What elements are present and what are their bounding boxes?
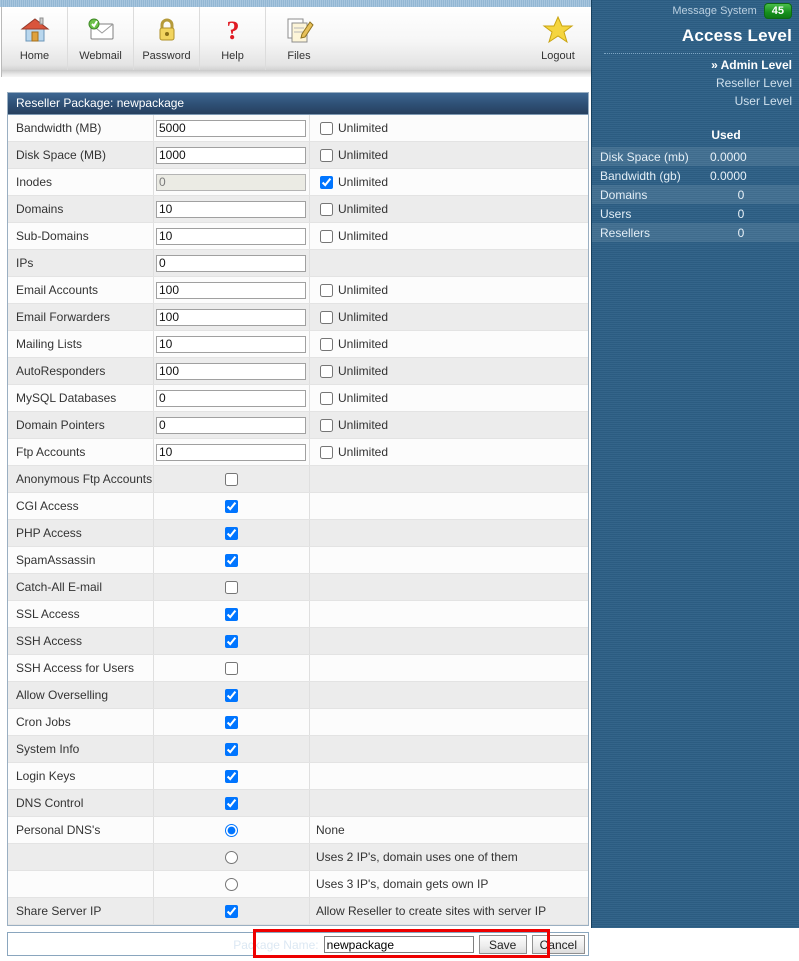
row-toggle-cell	[154, 844, 310, 870]
stat-name: Bandwidth (gb)	[600, 168, 681, 183]
access-level-link[interactable]: User Level	[734, 94, 792, 108]
message-system-row[interactable]	[592, 0, 799, 22]
toolbar-item-label: Webmail	[79, 50, 122, 62]
value-input[interactable]	[156, 309, 306, 326]
table-row	[8, 331, 588, 358]
option-radio[interactable]	[225, 878, 238, 891]
row-value-cell	[154, 385, 310, 411]
unlimited-checkbox[interactable]	[320, 392, 333, 405]
option-checkbox[interactable]	[225, 581, 238, 594]
home-icon	[20, 14, 50, 46]
row-extra	[310, 358, 588, 384]
row-extra: Uses 3 IP's, domain gets own IP	[316, 877, 489, 891]
row-label: IPs	[8, 250, 154, 276]
unlimited-checkbox[interactable]	[320, 176, 333, 189]
row-toggle-cell	[154, 493, 310, 519]
row-label: Allow Overselling	[8, 682, 154, 708]
value-input[interactable]	[156, 201, 306, 218]
table-row	[8, 574, 588, 601]
row-label: Email Forwarders	[8, 304, 154, 330]
row-toggle-cell	[154, 817, 310, 843]
row-extra	[310, 169, 588, 195]
row-label: CGI Access	[8, 493, 154, 519]
option-radio[interactable]	[225, 824, 238, 837]
unlimited-checkbox[interactable]	[320, 284, 333, 297]
value-input[interactable]	[156, 120, 306, 137]
toolbar-item-label: Files	[287, 50, 311, 62]
row-label: Sub-Domains	[8, 223, 154, 249]
row-extra	[310, 790, 588, 816]
row-label: DNS Control	[8, 790, 154, 816]
svg-text:?: ?	[226, 16, 239, 44]
stat-value: 0	[737, 225, 745, 240]
row-value-cell	[154, 304, 310, 330]
row-label: Ftp Accounts	[8, 439, 154, 465]
unlimited-label: Unlimited	[338, 445, 389, 459]
option-checkbox[interactable]	[225, 743, 238, 756]
row-value-cell	[154, 115, 310, 141]
option-checkbox[interactable]	[225, 608, 238, 621]
content-gap	[0, 77, 591, 92]
toolbar-item-help[interactable]	[200, 7, 266, 70]
row-label: SSH Access for Users	[8, 655, 154, 681]
value-input[interactable]	[156, 282, 306, 299]
row-toggle-cell	[154, 601, 310, 627]
table-row	[8, 196, 588, 223]
row-extra	[310, 439, 588, 465]
row-value-cell	[154, 412, 310, 438]
toolbar-item-webmail[interactable]	[68, 7, 134, 70]
row-extra	[310, 628, 588, 654]
row-label: Personal DNS's	[8, 817, 154, 843]
stat-value: 0	[737, 206, 745, 221]
row-extra	[310, 682, 588, 708]
toolbar-item-label: Logout	[541, 50, 575, 62]
used-column-header: Used	[711, 128, 741, 142]
row-extra	[310, 196, 588, 222]
access-level-link[interactable]: Reseller Level	[715, 76, 792, 90]
unlimited-label: Unlimited	[338, 202, 389, 216]
stat-name: Resellers	[600, 225, 651, 240]
row-toggle-cell	[154, 736, 310, 762]
stat-value: 0.0000	[710, 149, 747, 164]
webmail-icon	[86, 14, 116, 46]
option-radio[interactable]	[225, 851, 238, 864]
table-row	[8, 601, 588, 628]
row-extra	[310, 385, 588, 411]
value-input[interactable]	[156, 228, 306, 245]
table-row	[8, 790, 588, 817]
row-label: PHP Access	[8, 520, 154, 546]
unlimited-label: Unlimited	[338, 229, 389, 243]
row-extra	[310, 304, 588, 330]
package-name-input[interactable]	[324, 936, 474, 953]
unlimited-checkbox[interactable]	[320, 203, 333, 216]
row-label: Domain Pointers	[8, 412, 154, 438]
row-value-cell	[154, 223, 310, 249]
usage-stat-row	[592, 204, 799, 223]
table-row	[8, 709, 588, 736]
usage-stat-row	[592, 147, 799, 166]
save-button[interactable]: Save	[479, 935, 527, 954]
row-label: Disk Space (MB)	[8, 142, 154, 168]
cancel-button[interactable]: Cancel	[532, 935, 585, 954]
main-column	[0, 7, 591, 952]
unlimited-checkbox[interactable]	[320, 338, 333, 351]
value-input[interactable]	[156, 336, 306, 353]
row-extra	[310, 574, 588, 600]
option-checkbox[interactable]	[225, 500, 238, 513]
table-row	[8, 493, 588, 520]
row-label: Bandwidth (MB)	[8, 115, 154, 141]
unlimited-checkbox[interactable]	[320, 419, 333, 432]
row-value-cell	[154, 196, 310, 222]
files-icon	[284, 14, 314, 46]
row-label: Catch-All E-mail	[8, 574, 154, 600]
row-label: MySQL Databases	[8, 385, 154, 411]
table-row	[8, 763, 588, 790]
logout-star-icon	[542, 14, 574, 46]
unlimited-label: Unlimited	[338, 418, 389, 432]
row-toggle-cell	[154, 790, 310, 816]
stat-name: Domains	[600, 187, 648, 202]
right-sidebar	[591, 0, 799, 928]
option-checkbox[interactable]	[225, 716, 238, 729]
usage-stat-row	[592, 185, 799, 204]
stat-value: 0.0000	[710, 168, 747, 183]
table-row	[8, 736, 588, 763]
row-label: System Info	[8, 736, 154, 762]
row-extra: Uses 2 IP's, domain uses one of them	[316, 850, 518, 864]
row-label: Domains	[8, 196, 154, 222]
divider	[604, 53, 792, 54]
table-row	[8, 628, 588, 655]
option-checkbox[interactable]	[225, 797, 238, 810]
unlimited-checkbox[interactable]	[320, 230, 333, 243]
row-value-cell	[154, 142, 310, 168]
table-row	[8, 520, 588, 547]
package-name-label: Package Name:	[233, 937, 319, 952]
option-checkbox[interactable]	[225, 689, 238, 702]
table-row	[8, 466, 588, 493]
row-value-cell	[154, 439, 310, 465]
row-label: Cron Jobs	[8, 709, 154, 735]
value-input[interactable]	[156, 444, 306, 461]
row-label: Anonymous Ftp Accounts	[8, 466, 154, 492]
row-label	[8, 844, 154, 870]
option-checkbox[interactable]	[225, 770, 238, 783]
access-level-links	[592, 58, 799, 108]
toolbar-item-label: Help	[221, 50, 244, 62]
row-extra	[310, 115, 588, 141]
row-extra	[310, 142, 588, 168]
usage-stats-table	[592, 147, 799, 242]
unlimited-checkbox[interactable]	[320, 446, 333, 459]
help-question-icon	[218, 14, 248, 46]
value-input[interactable]	[156, 147, 306, 164]
unlimited-checkbox[interactable]	[320, 311, 333, 324]
row-label: SSL Access	[8, 601, 154, 627]
reseller-package-panel	[7, 92, 589, 926]
unlimited-label: Unlimited	[338, 337, 389, 351]
row-label: AutoResponders	[8, 358, 154, 384]
value-input[interactable]	[156, 255, 306, 272]
row-value-cell	[154, 331, 310, 357]
table-row	[8, 682, 588, 709]
row-extra	[310, 601, 588, 627]
unlimited-label: Unlimited	[338, 175, 389, 189]
access-level-link[interactable]: » Admin Level	[711, 58, 792, 72]
toolbar-item-home[interactable]	[2, 7, 68, 70]
table-row	[8, 277, 588, 304]
table-row	[8, 358, 588, 385]
unlimited-label: Unlimited	[338, 391, 389, 405]
row-extra	[310, 466, 588, 492]
row-toggle-cell	[154, 709, 310, 735]
row-value-cell	[154, 250, 310, 276]
row-extra	[310, 331, 588, 357]
access-level-title: Access Level	[681, 26, 792, 45]
stat-name: Users	[600, 206, 632, 221]
value-input[interactable]	[156, 174, 306, 191]
row-toggle-cell	[154, 466, 310, 492]
stat-name: Disk Space (mb)	[600, 149, 689, 164]
form-footer	[7, 926, 589, 961]
package-options-table	[8, 115, 588, 925]
toolbar-spacer	[332, 7, 525, 70]
row-extra	[310, 493, 588, 519]
panel-title: Reseller Package: newpackage	[8, 93, 588, 115]
row-extra: None	[316, 823, 345, 837]
table-row	[8, 547, 588, 574]
row-extra	[310, 412, 588, 438]
password-lock-icon	[152, 14, 182, 46]
table-row	[8, 304, 588, 331]
option-checkbox[interactable]	[225, 905, 238, 918]
footer-controls	[233, 935, 585, 954]
row-label: SSH Access	[8, 628, 154, 654]
row-value-cell	[154, 358, 310, 384]
unlimited-label: Unlimited	[338, 364, 389, 378]
table-row	[8, 385, 588, 412]
row-toggle-cell	[154, 871, 310, 897]
row-toggle-cell	[154, 628, 310, 654]
stat-value: 0	[737, 187, 745, 202]
unlimited-checkbox[interactable]	[320, 365, 333, 378]
row-extra: Allow Reseller to create sites with server IP	[316, 904, 547, 918]
table-row	[8, 817, 588, 844]
row-label: Email Accounts	[8, 277, 154, 303]
row-label	[8, 871, 154, 897]
table-row	[8, 223, 588, 250]
table-row	[8, 871, 588, 898]
table-row	[8, 439, 588, 466]
row-toggle-cell	[154, 547, 310, 573]
row-toggle-cell	[154, 763, 310, 789]
table-row	[8, 655, 588, 682]
row-toggle-cell	[154, 682, 310, 708]
table-row	[8, 250, 588, 277]
option-checkbox[interactable]	[225, 527, 238, 540]
value-input[interactable]	[156, 363, 306, 380]
usage-stat-row	[592, 223, 799, 242]
top-toolbar	[1, 7, 592, 70]
option-checkbox[interactable]	[225, 635, 238, 648]
table-row	[8, 115, 588, 142]
value-input[interactable]	[156, 390, 306, 407]
option-checkbox[interactable]	[225, 662, 238, 675]
option-checkbox[interactable]	[225, 473, 238, 486]
option-checkbox[interactable]	[225, 554, 238, 567]
message-system-label: Message System	[672, 5, 757, 17]
value-input[interactable]	[156, 417, 306, 434]
row-extra	[310, 655, 588, 681]
row-label: Login Keys	[8, 763, 154, 789]
unlimited-checkbox[interactable]	[320, 149, 333, 162]
toolbar-item-files[interactable]	[266, 7, 332, 70]
row-label: SpamAssassin	[8, 547, 154, 573]
row-toggle-cell	[154, 520, 310, 546]
table-row	[8, 412, 588, 439]
row-extra	[310, 763, 588, 789]
toolbar-item-password[interactable]	[134, 7, 200, 70]
unlimited-label: Unlimited	[338, 148, 389, 162]
table-row	[8, 898, 588, 925]
row-toggle-cell	[154, 574, 310, 600]
row-toggle-cell	[154, 655, 310, 681]
unlimited-checkbox[interactable]	[320, 122, 333, 135]
row-value-cell	[154, 277, 310, 303]
usage-stat-row	[592, 166, 799, 185]
toolbar-item-logout[interactable]	[525, 7, 591, 70]
table-row	[8, 169, 588, 196]
toolbar-item-label: Home	[19, 50, 50, 62]
row-extra	[310, 277, 588, 303]
row-extra	[310, 520, 588, 546]
table-row	[8, 844, 588, 871]
table-row	[8, 142, 588, 169]
unlimited-label: Unlimited	[338, 310, 389, 324]
unlimited-label: Unlimited	[338, 283, 389, 297]
row-extra	[310, 547, 588, 573]
row-extra	[310, 709, 588, 735]
row-toggle-cell	[154, 898, 310, 924]
row-extra	[310, 223, 588, 249]
row-label: Mailing Lists	[8, 331, 154, 357]
row-label: Share Server IP	[8, 898, 154, 924]
message-count-badge: 45	[764, 3, 792, 19]
toolbar-bottom-edge	[1, 70, 592, 77]
toolbar-item-label: Password	[142, 50, 191, 62]
row-label: Inodes	[8, 169, 154, 195]
row-extra	[310, 250, 588, 276]
row-extra	[310, 736, 588, 762]
unlimited-label: Unlimited	[338, 121, 389, 135]
row-value-cell	[154, 169, 310, 195]
